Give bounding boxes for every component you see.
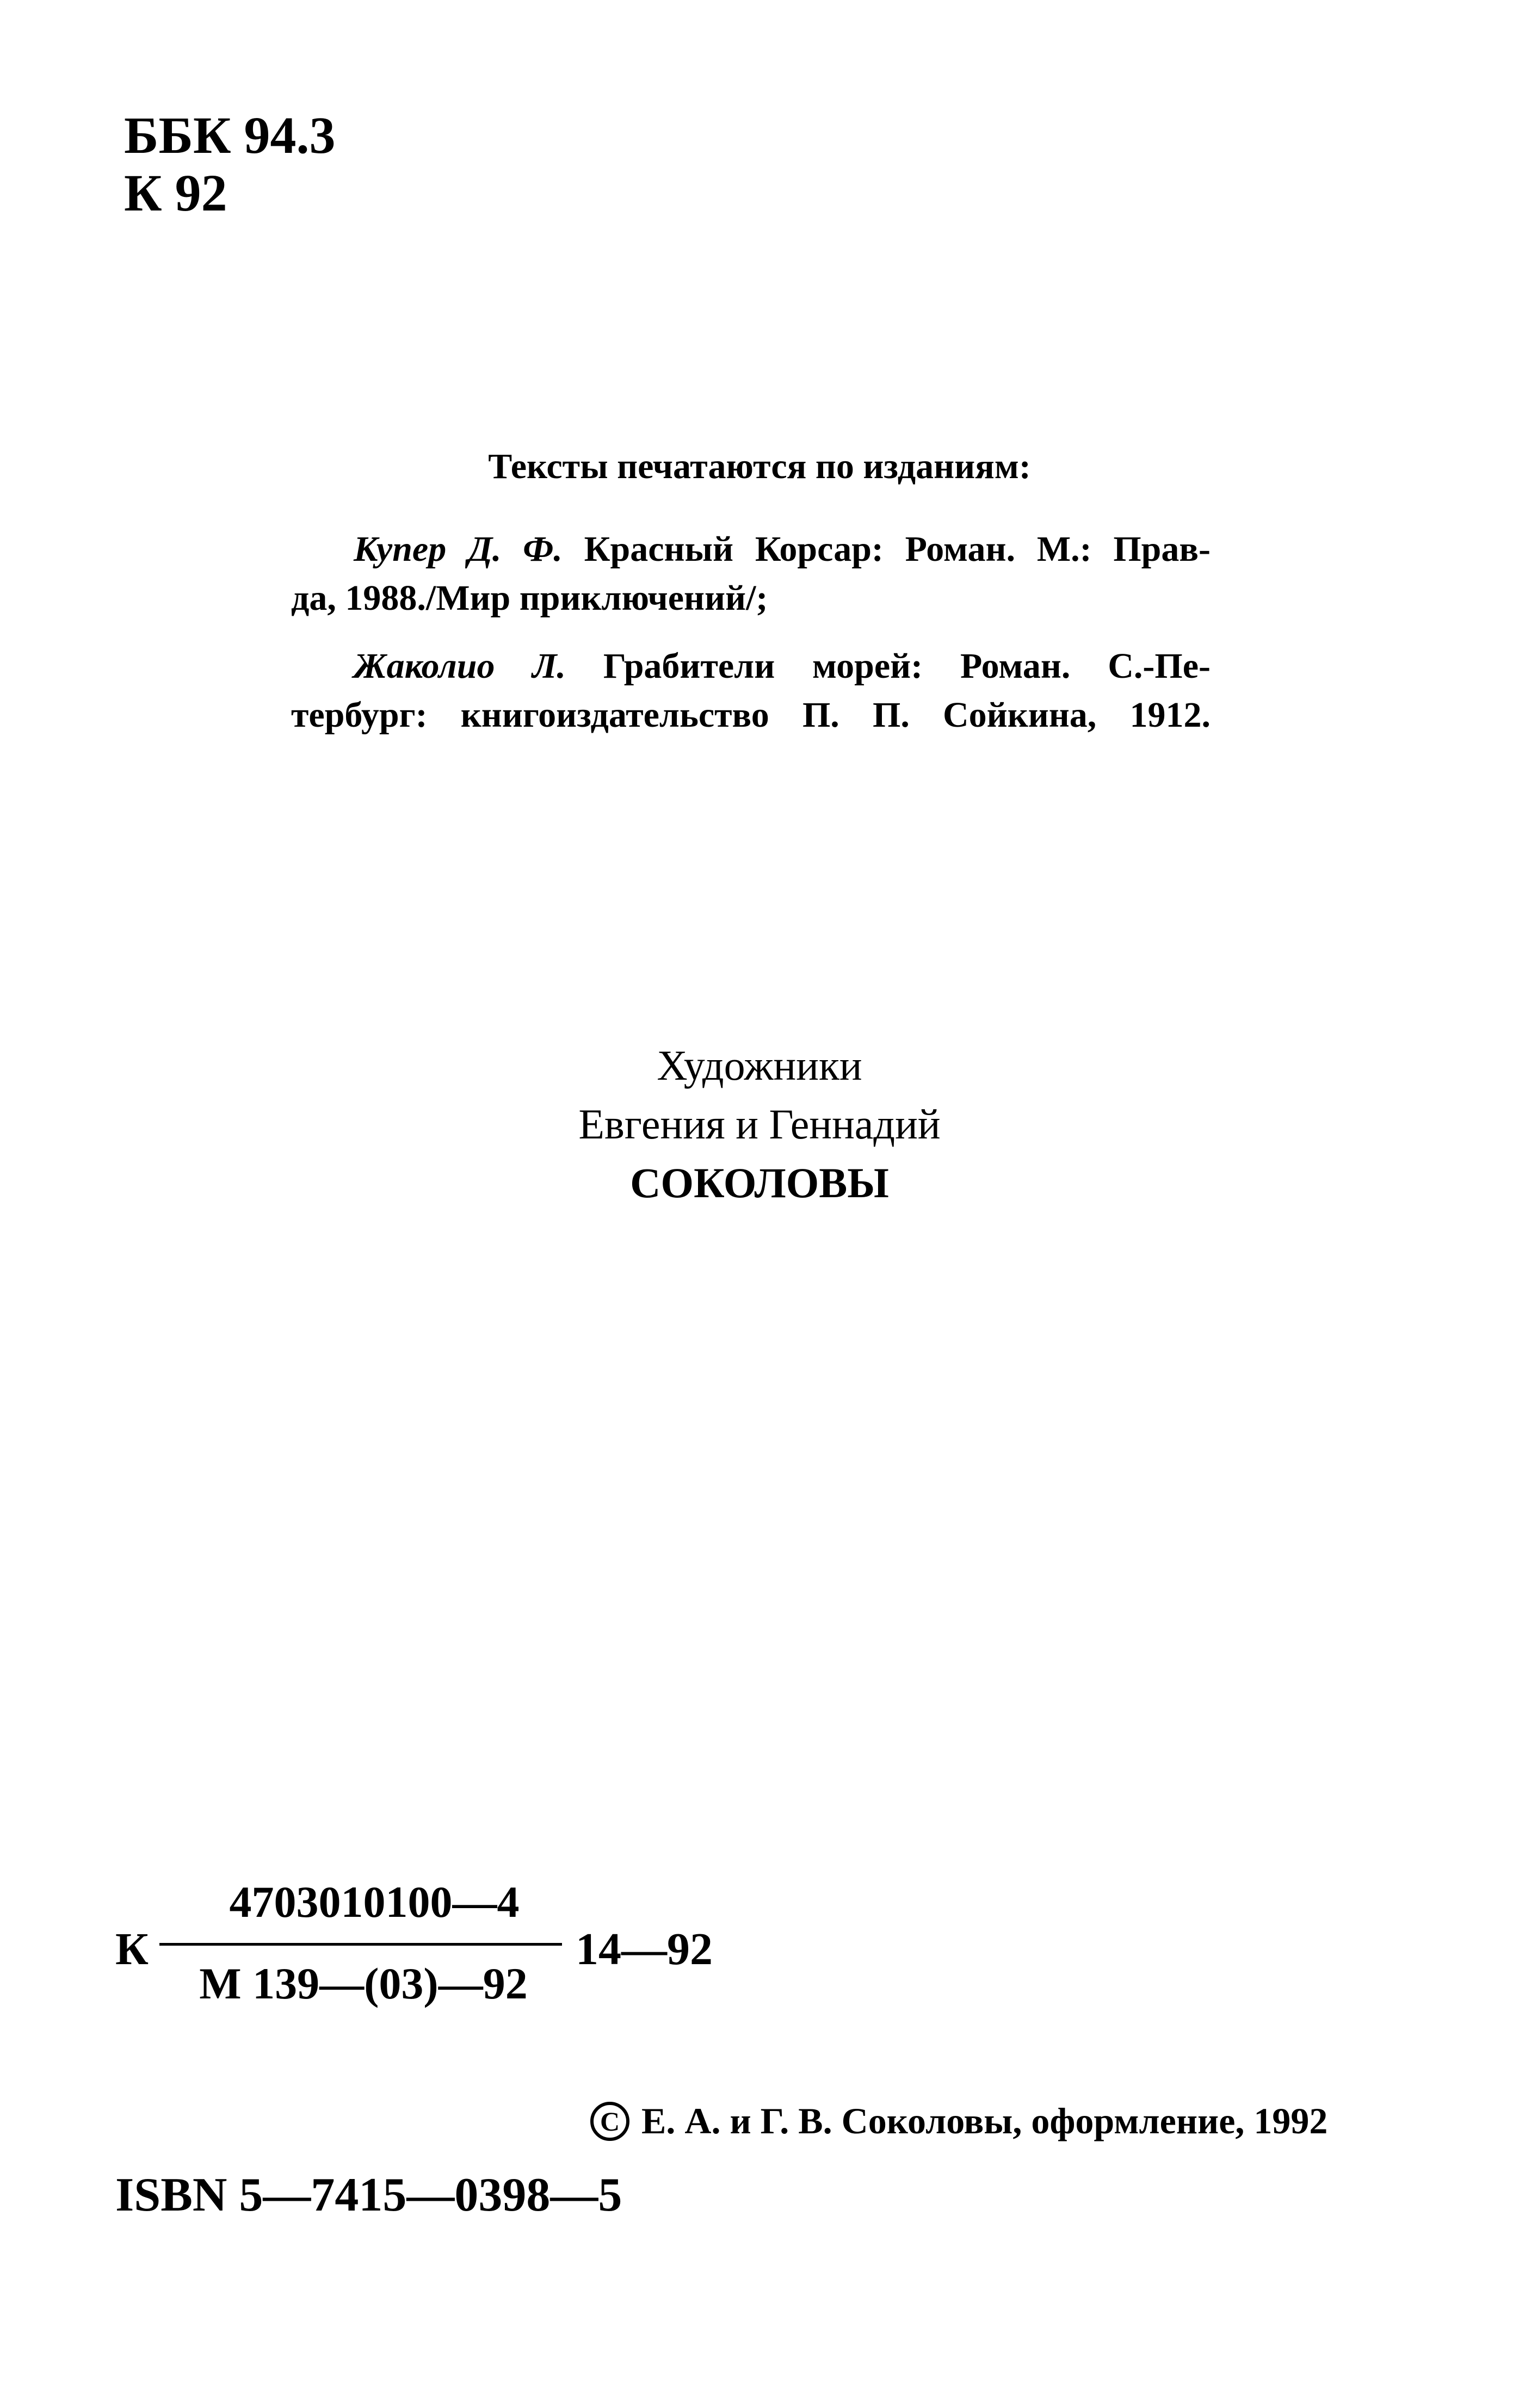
catalogue-letter: К <box>115 1924 149 1974</box>
copyright-icon: C <box>590 2102 629 2141</box>
copyright-text: Е. А. и Г. В. Соколовы, оформление, 1992 <box>641 2100 1328 2141</box>
classification-block <box>124 107 336 221</box>
source-item <box>291 642 1211 740</box>
source-item <box>291 525 1211 623</box>
isbn: ISBN 5—7415—0398—5 <box>115 2169 622 2221</box>
author-mark: К 92 <box>124 163 227 222</box>
source-title: Красный Корсар: Роман. М.: Прав- <box>562 529 1211 569</box>
catalogue-denominator: М 139—(03)—92 <box>199 1959 528 2008</box>
illustrators-credit <box>0 1036 1519 1212</box>
illustrators-names: Евгения и Геннадий <box>578 1100 941 1148</box>
sources-heading: Тексты печатаются по изданиям: <box>488 447 1031 486</box>
source-continuation: да, 1988./Мир приключений/; <box>291 578 768 618</box>
catalogue-price-code: 14—92 <box>576 1924 713 1974</box>
illustrators-role: Художники <box>657 1042 862 1089</box>
source-title: Грабители морей: Роман. С.-Пе- <box>566 646 1211 686</box>
catalogue-numerator: 4703010100—4 <box>229 1877 520 1927</box>
source-continuation: тербург: книгоиздательство П. П. Сойкина, 1912. <box>291 695 1211 735</box>
bbk-code: ББК 94.3 <box>124 106 336 164</box>
catalogue-fraction-line <box>159 1943 562 1946</box>
source-author: Жаколио Л. <box>354 646 566 686</box>
source-author: Купер Д. Ф. <box>354 529 563 569</box>
copyright-notice <box>590 2100 1327 2143</box>
illustrators-surname: СОКОЛОВЫ <box>630 1159 889 1206</box>
